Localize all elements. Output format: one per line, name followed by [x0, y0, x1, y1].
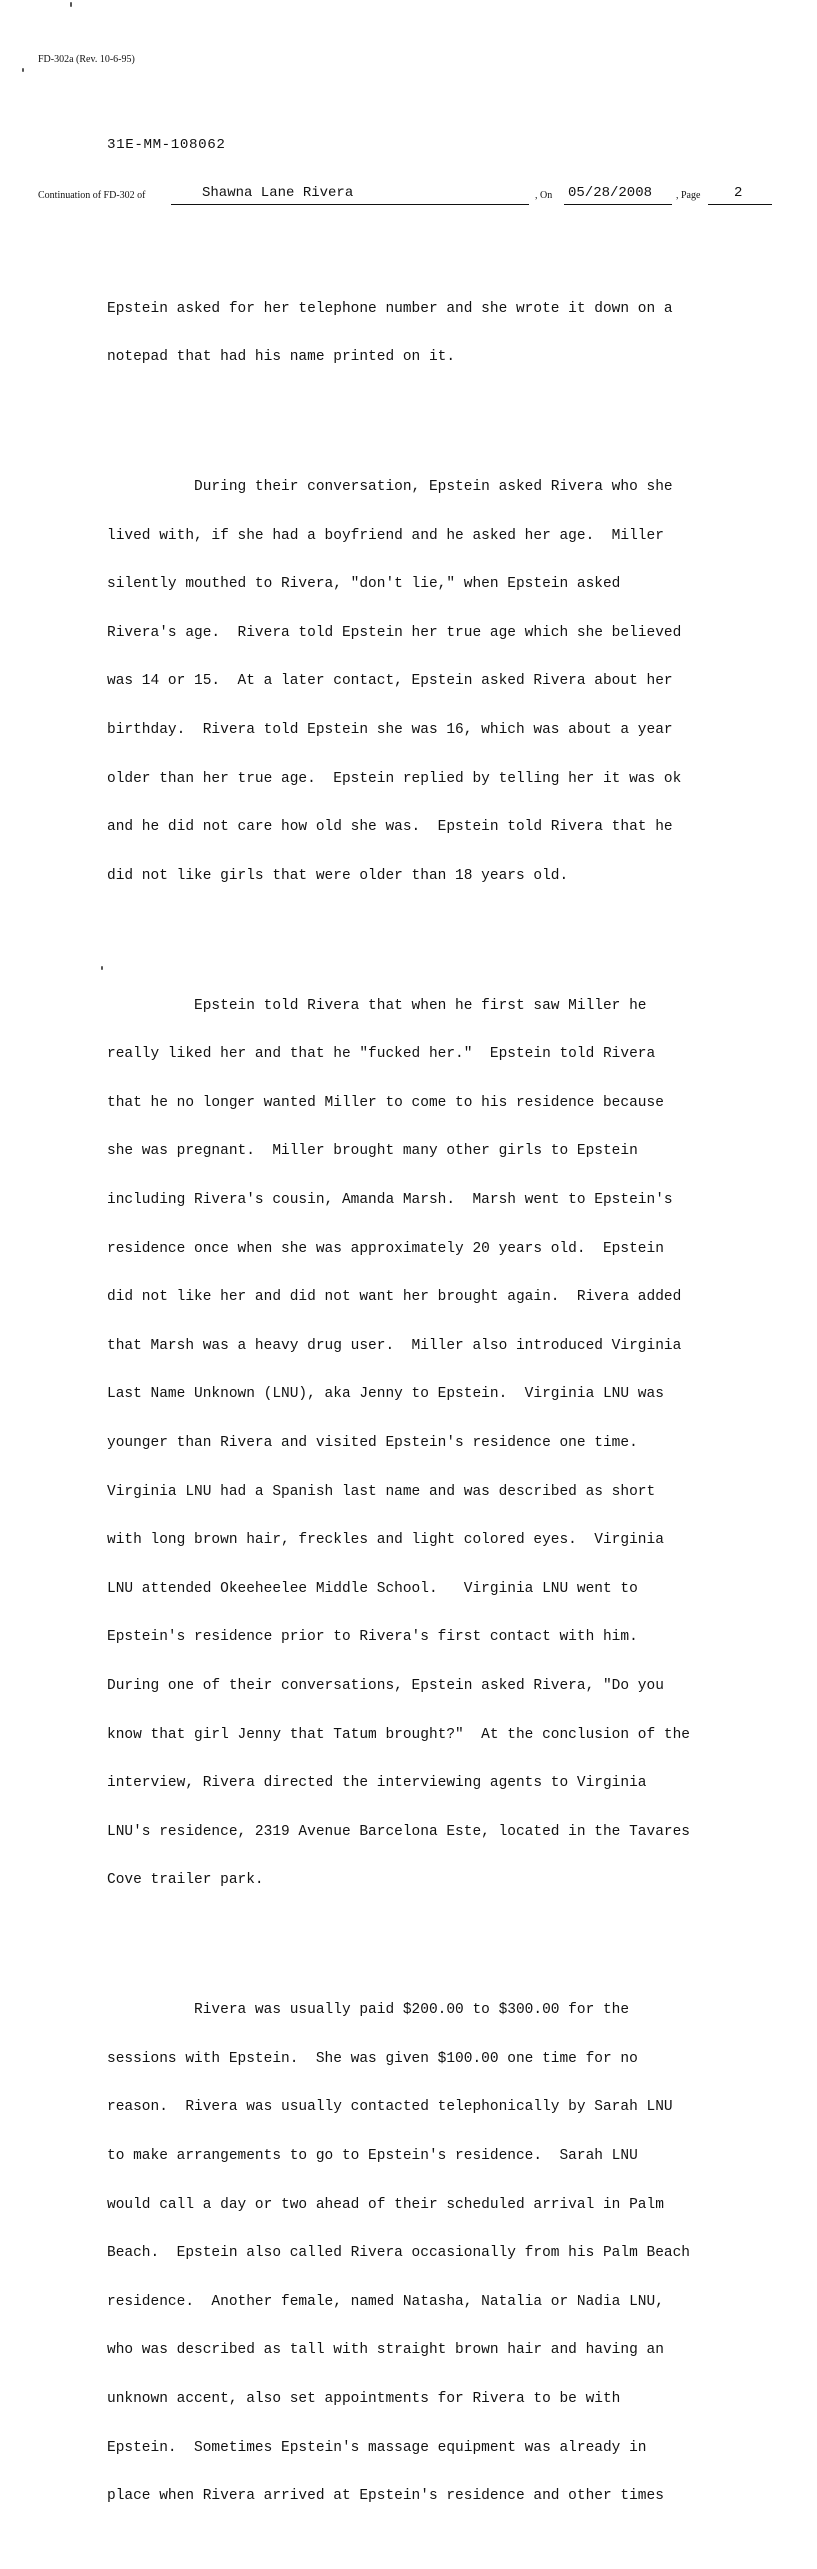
body-text	[107, 236, 812, 2569]
scan-speck	[22, 68, 24, 72]
continuation-label: Continuation of FD-302 of	[38, 190, 146, 201]
text-line: interview, Rivera directed the interviewing agents to Virginia	[107, 1775, 647, 1792]
interview-date: 05/28/2008	[568, 185, 653, 201]
text-line: sessions with Epstein. She was given $100.00 one time for no	[107, 2050, 638, 2067]
paragraph	[107, 268, 812, 398]
text-line: Rivera's age. Rivera told Epstein her true age which she believed	[107, 624, 682, 641]
page-label: , Page	[676, 190, 701, 201]
text-line: notepad that had his name printed on it.	[107, 349, 456, 366]
text-line: Rivera was usually paid $200.00 to $300.00 for the	[107, 2002, 630, 2019]
page-number: 2	[734, 185, 743, 201]
text-line: Virginia LNU had a Spanish last name and was described as short	[107, 1483, 656, 1500]
date-field	[564, 185, 672, 205]
text-line: Epstein's residence prior to Rivera's first contact with him.	[107, 1629, 638, 1646]
subject-name-field	[171, 185, 529, 205]
text-line: would call a day or two ahead of their scheduled arrival in Palm	[107, 2196, 664, 2213]
page-field	[708, 185, 772, 205]
text-line: LNU's residence, 2319 Avenue Barcelona Este, located in the Tavares	[107, 1823, 690, 1840]
subject-name: Shawna Lane Rivera	[202, 185, 354, 201]
text-line: was 14 or 15. At a later contact, Epstein asked Rivera about her	[107, 673, 673, 690]
text-line: older than her true age. Epstein replied by telling her it was ok	[107, 770, 682, 787]
text-line: and he did not care how old she was. Epstein told Rivera that he	[107, 819, 673, 836]
text-line: who was described as tall with straight brown hair and having an	[107, 2342, 664, 2359]
text-line: with long brown hair, freckles and light colored eyes. Virginia	[107, 1532, 664, 1549]
text-line: During one of their conversations, Epstein asked Rivera, "Do you	[107, 1678, 664, 1695]
text-line: including Rivera's cousin, Amanda Marsh. Marsh went to Epstein's	[107, 1191, 673, 1208]
paragraph	[107, 965, 812, 1921]
text-line: that he no longer wanted Miller to come to his residence because	[107, 1094, 664, 1111]
text-line: birthday. Rivera told Epstein she was 16, which was about a year	[107, 722, 673, 739]
text-line: did not like her and did not want her brought again. Rivera added	[107, 1289, 682, 1306]
text-line: to make arrangements to go to Epstein's residence. Sarah LNU	[107, 2147, 638, 2164]
text-line: Cove trailer park.	[107, 1872, 264, 1889]
text-line: LNU attended Okeeheelee Middle School. Virginia LNU went to	[107, 1580, 638, 1597]
text-line: she was pregnant. Miller brought many other girls to Epstein	[107, 1143, 638, 1160]
text-line: Beach. Epstein also called Rivera occasionally from his Palm Beach	[107, 2245, 690, 2262]
case-number: 31E-MM-108062	[107, 137, 226, 153]
text-line: younger than Rivera and visited Epstein's residence one time.	[107, 1435, 638, 1451]
text-line: silently mouthed to Rivera, "don't lie," when Epstein asked	[107, 576, 621, 593]
text-line: unknown accent, also set appointments for Rivera to be with	[107, 2390, 621, 2407]
text-line: Epstein asked for her telephone number and she wrote it down on a	[107, 300, 673, 317]
text-line: know that girl Jenny that Tatum brought?" At the conclusion of the	[107, 1726, 690, 1743]
text-line: place when Rivera arrived at Epstein's residence and other times	[107, 2488, 664, 2505]
text-line: During their conversation, Epstein asked Rivera who she	[107, 479, 673, 496]
text-line: residence. Another female, named Natasha, Natalia or Nadia LNU,	[107, 2293, 664, 2310]
text-line: Epstein. Sometimes Epstein's massage equipment was already in	[107, 2439, 647, 2456]
text-line: really liked her and that he "fucked her." Epstein told Rivera	[107, 1046, 656, 1063]
text-line: reason. Rivera was usually contacted telephonically by Sarah LNU	[107, 2099, 673, 2116]
paragraph	[107, 1970, 812, 2537]
paragraph	[107, 447, 812, 917]
text-line: did not like girls that were older than 18 years old.	[107, 867, 569, 884]
scan-speck	[101, 966, 103, 970]
text-line: residence once when she was approximately 20 years old. Epstein	[107, 1240, 664, 1257]
scan-speck	[70, 2, 72, 7]
text-line: that Marsh was a heavy drug user. Miller also introduced Virginia	[107, 1337, 682, 1354]
text-line: Epstein told Rivera that when he first saw Miller he	[107, 997, 647, 1014]
text-line: lived with, if she had a boyfriend and he asked her age. Miller	[107, 527, 664, 544]
text-line: Last Name Unknown (LNU), aka Jenny to Epstein. Virginia LNU was	[107, 1386, 664, 1403]
form-identifier: FD-302a (Rev. 10-6-95)	[38, 54, 135, 65]
date-label: , On	[535, 190, 553, 201]
